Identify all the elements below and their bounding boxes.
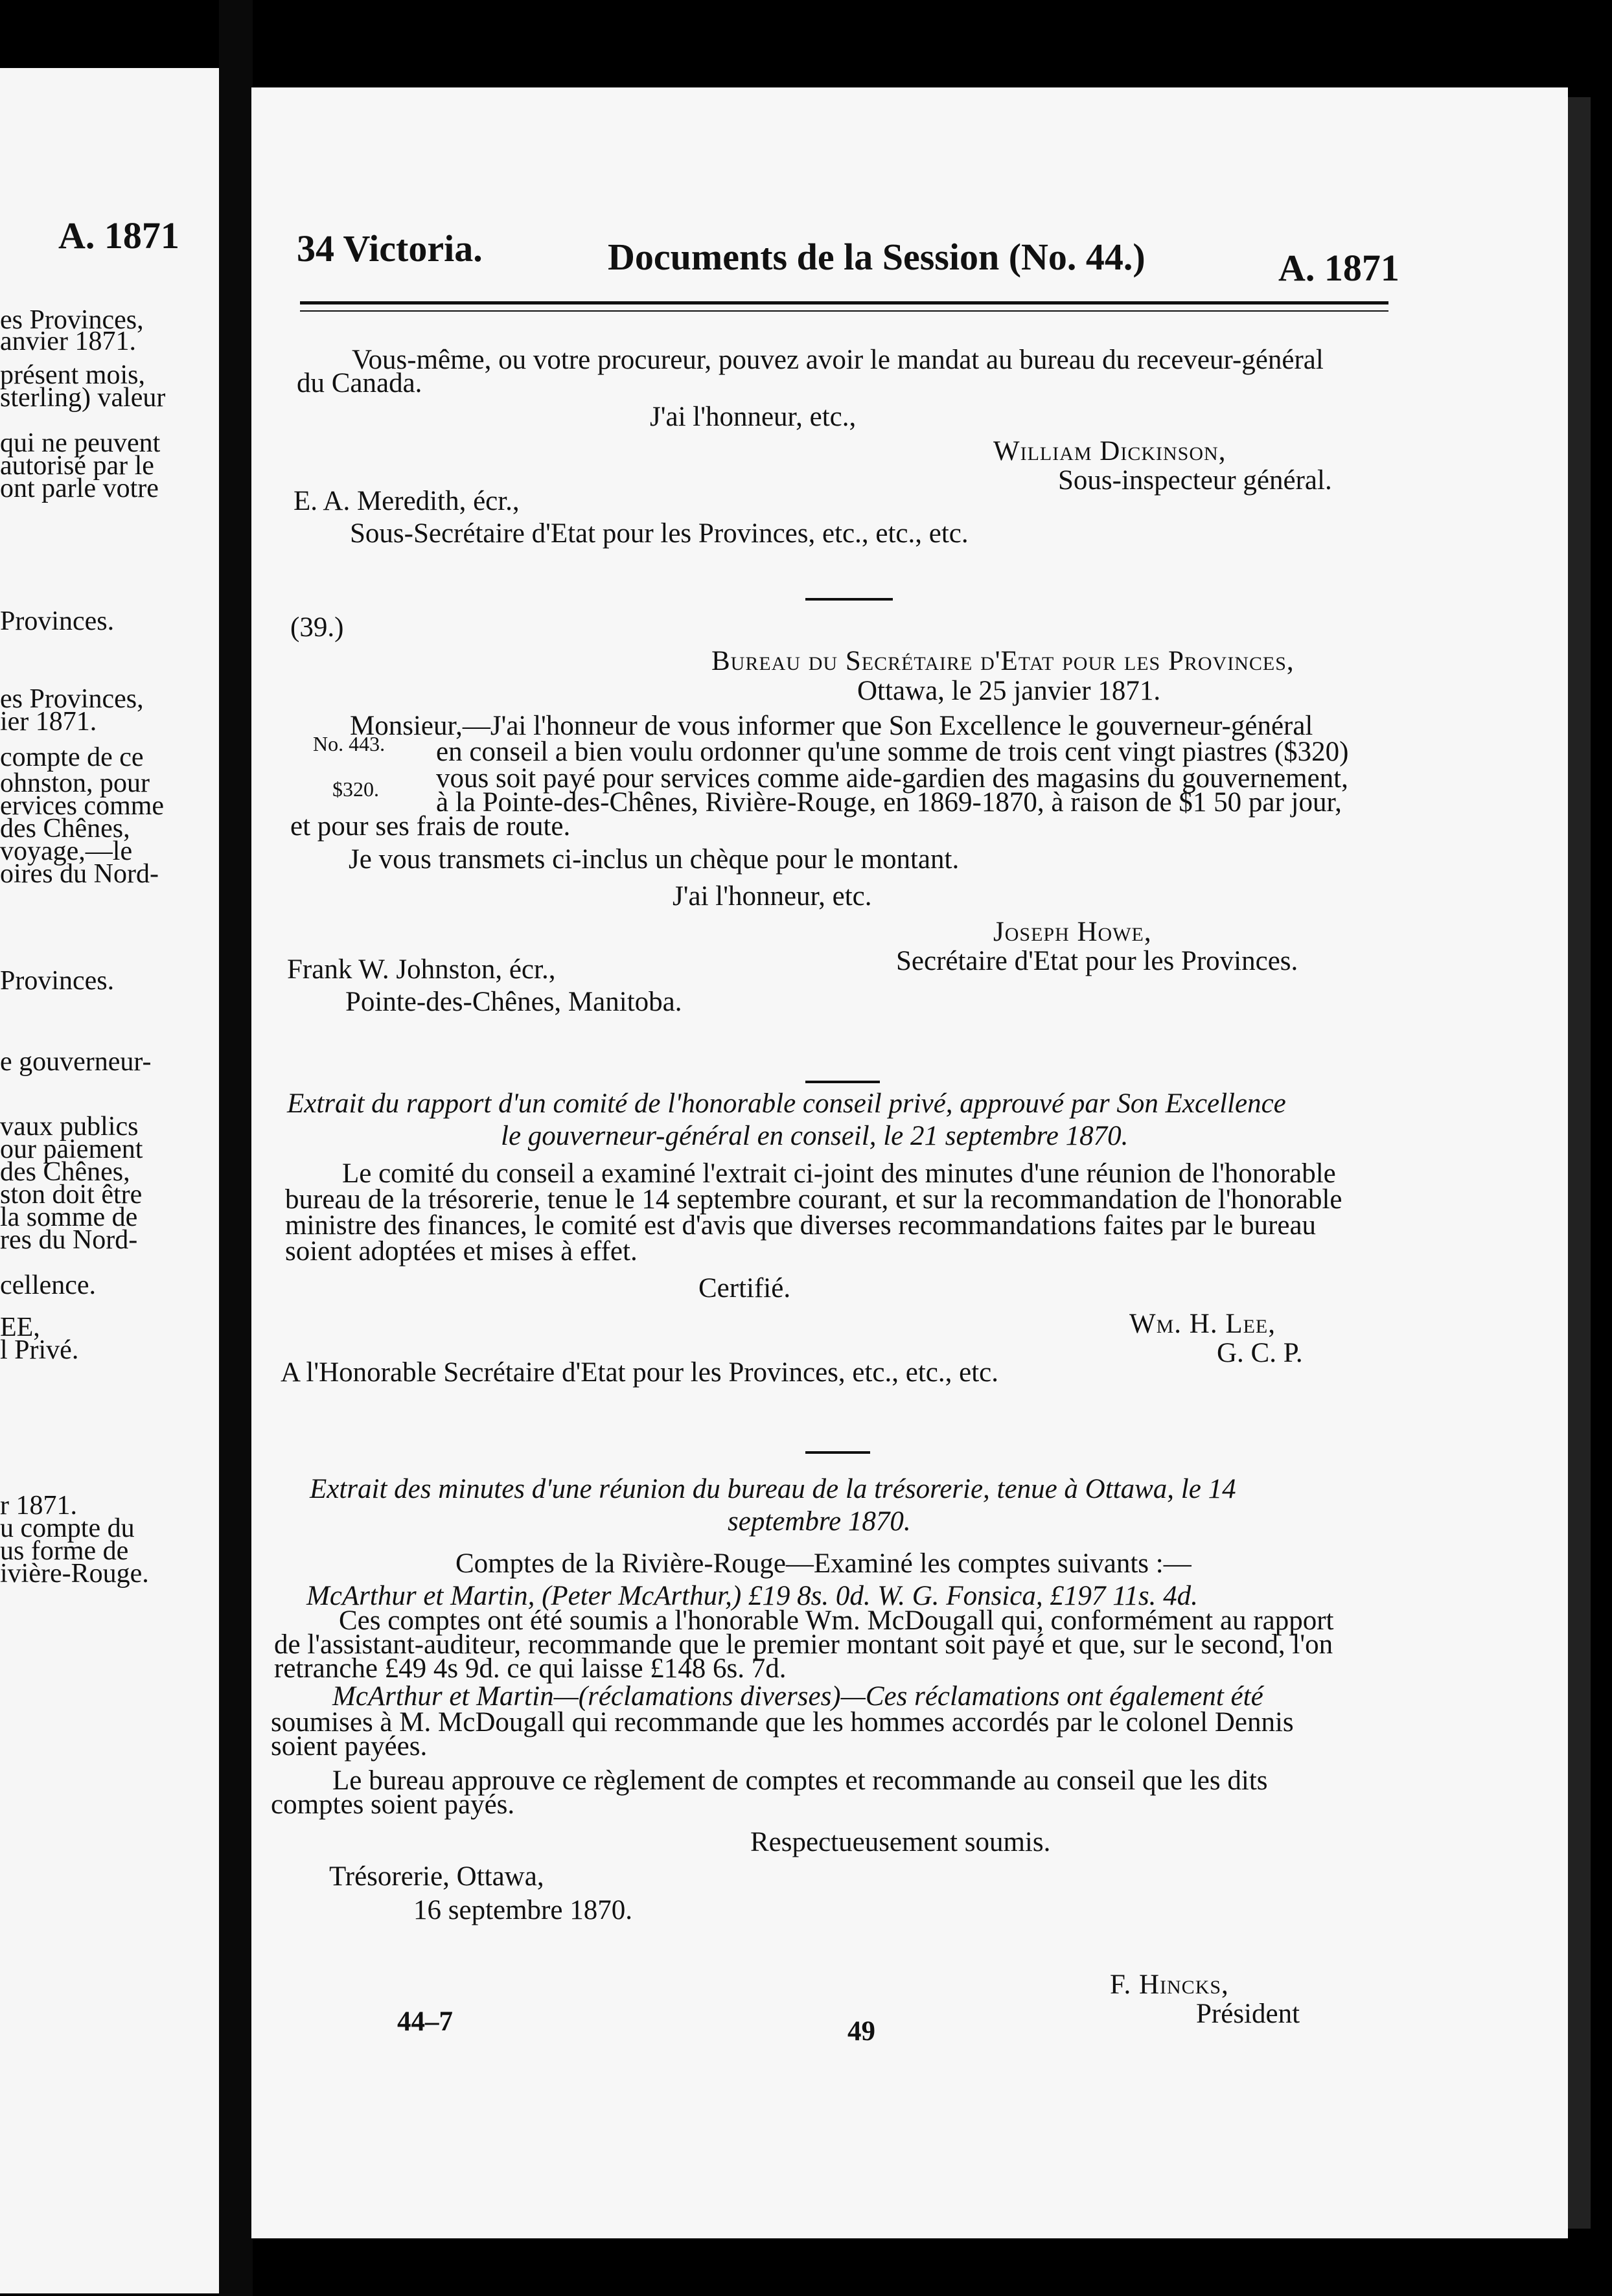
main-page [251, 87, 1568, 2238]
left-page-fragment: voyage,—le [0, 836, 133, 866]
letter2-body-line: à la Pointe-des-Chênes, Rivière-Rouge, en 1869-1870, à raison de $1 50 par jour, [436, 787, 1342, 818]
left-page-fragment: la somme de [0, 1202, 138, 1232]
letter2-office: Bureau du Secrétaire d'Etat pour les Provinces, [711, 646, 1295, 676]
letter2-place-date: Ottawa, le 25 janvier 1871. [857, 676, 1161, 706]
left-page-fragment: ohnston, pour [0, 768, 150, 798]
letter2-addressee: Frank W. Johnston, écr., [287, 954, 556, 985]
extract2-closing: Respectueusement soumis. [750, 1827, 1051, 1857]
extract2-place: Trésorerie, Ottawa, [329, 1861, 544, 1892]
letter2-enclosure: Je vous transmets ci-inclus un chèque pour le montant. [349, 844, 960, 875]
left-page-fragment: our paiement [0, 1134, 143, 1164]
extract2-title-line1: Extrait des minutes d'une réunion du bureau de la trésorerie, tenue à Ottawa, le 14 [310, 1474, 1236, 1504]
book-spine [219, 0, 253, 2296]
letter2-body-line: vous soit payé pour services comme aide-gardien des magasins du gouvernement, [436, 763, 1348, 794]
left-page-fragment: es Provinces, [0, 684, 144, 714]
letter1-line2: du Canada. [297, 368, 422, 398]
left-page-fragment: ier 1871. [0, 707, 97, 737]
left-page-fragment: qui ne peuvent [0, 428, 161, 458]
left-page-fragment: r 1871. [0, 1491, 77, 1521]
extract1-body-line: bureau de la trésorerie, tenue le 14 septembre courant, et sur la recommandation de l'honorable [285, 1184, 1342, 1215]
left-page-fragment: sterling) valeur [0, 383, 166, 413]
left-page-fragment: res du Nord- [0, 1225, 138, 1255]
page-edge [1568, 97, 1591, 2229]
extract2-body-line: Le bureau approuve ce règlement de comptes et recommande au conseil que les dits [332, 1765, 1268, 1796]
extract1-title-line1: Extrait du rapport d'un comité de l'honorable conseil privé, approuvé par Son Excellence [287, 1088, 1286, 1119]
header-right: A. 1871 [1278, 247, 1399, 289]
left-facing-page [0, 68, 219, 2293]
letter1-closing: J'ai l'honneur, etc., [650, 402, 857, 432]
left-page-fragment: ston doit être [0, 1180, 143, 1210]
left-page-fragment: compte de ce [0, 742, 144, 772]
letter2-addressee-place: Pointe-des-Chênes, Manitoba. [345, 987, 682, 1017]
extract2-body-line: de l'assistant-auditeur, recommande que le premier montant soit payé et que, sur le second, l'on [274, 1629, 1333, 1660]
extract2-account-line: McArthur et Martin, (Peter McArthur,) £19 8s. 0d. W. G. Fonsica, £197 11s. 4d. [306, 1581, 1198, 1611]
letter1-signer: William Dickinson, [993, 436, 1226, 466]
extract1-body-line: Le comité du conseil a examiné l'extrait ci-joint des minutes d'une réunion de l'honorable [342, 1158, 1336, 1189]
separator-1 [805, 598, 893, 601]
letter2-body-line: en conseil a bien voulu ordonner qu'une somme de trois cent vingt piastres ($320) [436, 737, 1349, 767]
left-page-fragment: anvier 1871. [0, 327, 136, 356]
extract1-signer-title: G. C. P. [1217, 1338, 1303, 1368]
letter2-margin-no: No. 443. [313, 732, 386, 755]
extract2-body-line: soient payées. [271, 1731, 428, 1762]
left-page-fragment: u compte du [0, 1513, 135, 1543]
extract2-date: 16 septembre 1870. [413, 1895, 632, 1925]
left-page-fragment: oires du Nord- [0, 859, 159, 889]
left-page-fragment: ivière-Rouge. [0, 1559, 149, 1589]
left-page-fragment: EE, [0, 1313, 40, 1342]
extract2-body-line: comptes soient payés. [271, 1789, 515, 1820]
extract2-heading: Comptes de la Rivière-Rouge—Examiné les comptes suivants :— [455, 1548, 1192, 1579]
left-page-fragment: vaux publics [0, 1112, 139, 1142]
letter1-signer-title: Sous-inspecteur général. [1058, 465, 1332, 496]
extract1-body-line: soient adoptées et mises à effet. [285, 1236, 638, 1267]
left-page-fragment: autorisé par le [0, 451, 154, 481]
left-page-fragment: Provinces. [0, 966, 115, 996]
extract2-body-line: McArthur et Martin—(réclamations diverses)—Ces réclamations ont également été [332, 1681, 1263, 1712]
separator-2 [805, 1081, 880, 1083]
header-center: Documents de la Session (No. 44.) [608, 236, 1146, 278]
extract2-body-line: retranche £49 4s 9d. ce qui laisse £148 6s. 7d. [274, 1653, 787, 1684]
letter1-addressee-title: Sous-Secrétaire d'Etat pour les Provinces, etc., etc., etc. [350, 518, 969, 549]
page-number: 49 [847, 2016, 875, 2047]
extract2-body-line: soumises à M. McDougall qui recommande que les hommes accordés par le colonel Dennis [271, 1707, 1294, 1738]
left-page-fragment: ervices comme [0, 791, 165, 821]
separator-3 [805, 1451, 870, 1454]
letter1-addressee: E. A. Meredith, écr., [294, 486, 520, 516]
left-page-year: A. 1871 [58, 214, 179, 257]
letter2-number: (39.) [290, 612, 344, 643]
letter2-signer: Joseph Howe, [993, 917, 1152, 947]
extract2-title-line2: septembre 1870. [728, 1506, 911, 1537]
left-page-fragment: es Provinces, [0, 305, 144, 335]
left-page-fragment: e gouverneur- [0, 1047, 152, 1077]
letter2-body-line: Monsieur,—J'ai l'honneur de vous informer que Son Excellence le gouverneur-général [350, 711, 1313, 741]
letter2-closing: J'ai l'honneur, etc. [673, 881, 872, 912]
extract2-body-line: Ces comptes ont été soumis a l'honorable Wm. McDougall qui, conformément au rapport [339, 1605, 1334, 1636]
left-page-fragment: des Chênes, [0, 1157, 130, 1187]
header-left: 34 Victoria. [297, 227, 483, 270]
left-page-fragment: l Privé. [0, 1335, 79, 1365]
extract2-signer: F. Hincks, [1110, 1969, 1229, 2000]
extract1-body-line: ministre des finances, le comité est d'avis que diverses recommandations faites par le bureau [285, 1210, 1317, 1241]
extract1-certified: Certifié. [698, 1273, 791, 1303]
left-page-fragment: des Chênes, [0, 814, 130, 844]
letter2-body-line: et pour ses frais de route. [290, 811, 571, 842]
header-rule-bottom [300, 310, 1388, 312]
extract1-signer: Wm. H. Lee, [1129, 1309, 1276, 1339]
left-page-fragment: us forme de [0, 1536, 129, 1566]
left-page-fragment: ont parle votre [0, 474, 159, 503]
left-page-fragment: Provinces. [0, 606, 115, 636]
header-rule-top [300, 301, 1388, 304]
extract2-signer-title: Président [1196, 1999, 1300, 2029]
left-page-fragment: présent mois, [0, 360, 145, 390]
letter1-line1: Vous-même, ou votre procureur, pouvez avoir le mandat au bureau du receveur-général [352, 345, 1324, 375]
letter2-signer-title: Secrétaire d'Etat pour les Provinces. [896, 946, 1298, 976]
extract1-addressee: A l'Honorable Secrétaire d'Etat pour les Provinces, etc., etc., etc. [281, 1357, 999, 1388]
signature-mark: 44–7 [397, 2006, 453, 2037]
left-page-fragment: cellence. [0, 1270, 97, 1300]
extract1-title-line2: le gouverneur-général en conseil, le 21 septembre 1870. [501, 1121, 1129, 1151]
letter2-margin-amount: $320. [332, 777, 379, 801]
